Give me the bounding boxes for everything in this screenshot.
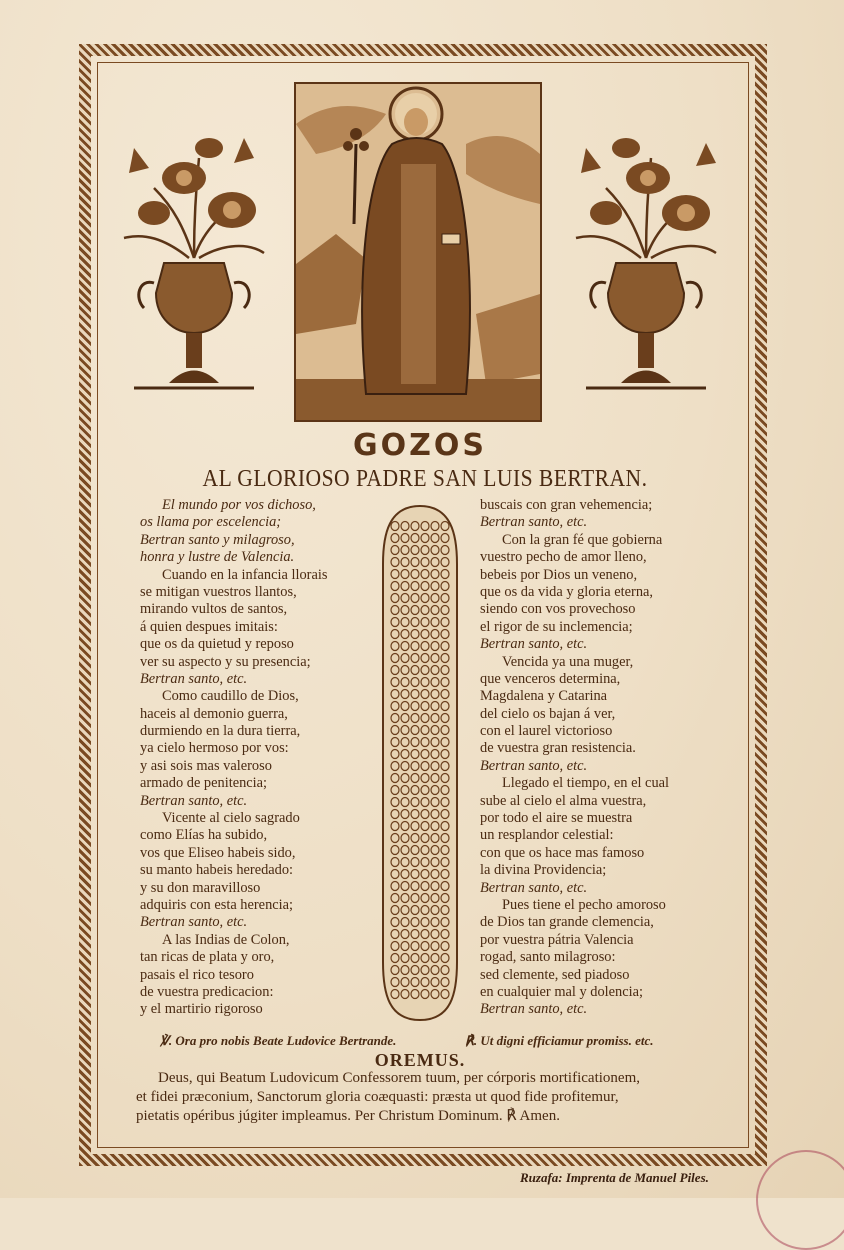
verse-line: buscais con gran vehemencia;	[480, 497, 653, 513]
verse-line: rogad, santo milagroso:	[480, 949, 616, 966]
page-subtitle: AL GLORIOSO PADRE SAN LUIS BERTRAN.	[202, 466, 648, 492]
verse-line: que venceros determina,	[480, 670, 621, 687]
verse-line: Como caudillo de Dios,	[162, 688, 299, 705]
verse-line: á quien despues imitais:	[140, 618, 278, 635]
verse-line: Bertran santo, etc.	[480, 514, 588, 531]
verse-line: Bertran santo y milagroso,	[140, 531, 295, 548]
verse-line: la divina Providencia;	[480, 862, 607, 879]
verse-line: ver su aspecto y su presencia;	[140, 653, 311, 670]
verses-right-column	[480, 497, 730, 1019]
verse-line: os llama por escelencia;	[140, 514, 282, 531]
verse-line: y su don maravilloso	[140, 879, 261, 896]
verse-line: de Dios tan grande clemencia,	[480, 914, 654, 931]
verse-line: siendo con vos provechoso	[480, 601, 636, 618]
verse-line: como Elías ha subido,	[140, 827, 268, 844]
verse-line: Bertran santo, etc.	[480, 879, 588, 896]
prayer-line: pietatis opéribus júgiter impleamus. Per Christum Dominum. ℟ Amen.	[136, 1108, 560, 1124]
verse-line: Bertran santo, etc.	[140, 792, 248, 809]
verses-left-column	[140, 497, 390, 1019]
verse-line: Bertran santo, etc.	[480, 757, 588, 774]
library-stamp	[756, 1150, 844, 1250]
prayer-line: et fidei præconium, Sanctorum gloria coæquasti: præsta ut quod fide profitemur,	[136, 1089, 619, 1105]
verse-line: mirando vultos de santos,	[140, 601, 288, 618]
verse-line: haceis al demonio guerra,	[140, 705, 288, 722]
verse-line: tan ricas de plata y oro,	[140, 949, 275, 966]
prayer-text	[136, 1069, 716, 1126]
verse-line: ya cielo hermoso por vos:	[140, 740, 289, 757]
verse-line: que os da vida y gloria eterna,	[480, 583, 654, 600]
flower-vase-right-illustration	[566, 118, 726, 404]
oremus-heading: OREMUS.	[374, 1050, 466, 1070]
printer-imprint: Ruzafa: Imprenta de Manuel Piles.	[520, 1170, 709, 1185]
verse-line: sed clemente, sed piadoso	[480, 966, 630, 983]
verse-line: Bertran santo, etc.	[140, 914, 248, 931]
saint-woodcut-image	[294, 82, 542, 422]
flower-vase-left-illustration	[114, 118, 274, 404]
verse-line: de vuestra gran resistencia.	[480, 740, 636, 757]
verse-line: Magdalena y Catarina	[480, 688, 608, 705]
versicle-text: ℣. Ora pro nobis Beate Ludovice Bertrande.	[160, 1033, 397, 1048]
page-title: GOZOS	[353, 428, 487, 463]
verse-line: A las Indias de Colon,	[162, 931, 290, 948]
verse-line: durmiendo en la dura tierra,	[140, 723, 301, 740]
prayer-line: Deus, qui Beatum Ludovicum Confessorem tuum, per córporis mortificationem,	[158, 1070, 640, 1086]
verse-line: Vencida ya una muger,	[502, 653, 634, 670]
verse-line: y el martirio rigoroso	[140, 1001, 263, 1018]
verse-line: un resplandor celestial:	[480, 827, 614, 844]
verse-line: adquiris con esta herencia;	[140, 896, 294, 913]
verse-line: por todo el aire se muestra	[480, 810, 633, 827]
verse-line: el rigor de su inclemencia;	[480, 618, 633, 635]
verse-line: Pues tiene el pecho amoroso	[502, 896, 666, 913]
central-ornament	[381, 504, 459, 1022]
verse-line: Cuando en la infancia llorais	[162, 566, 328, 583]
verse-line: vuestro pecho de amor lleno,	[480, 549, 647, 566]
response-text: ℟. Ut digni efficiamur promiss. etc.	[465, 1033, 654, 1048]
verse-line: pasais el rico tesoro	[140, 966, 254, 983]
verse-line: su manto habeis heredado:	[140, 862, 294, 879]
verse-line: que os da quietud y reposo	[140, 636, 294, 653]
verse-line: vos que Eliseo habeis sido,	[140, 844, 296, 861]
verse-line: con que os hace mas famoso	[480, 844, 645, 861]
verse-line: Bertran santo, etc.	[480, 1001, 588, 1018]
verse-line: se mitigan vuestros llantos,	[140, 583, 297, 600]
verse-line: Bertran santo, etc.	[140, 670, 248, 687]
verse-line: Vicente al cielo sagrado	[162, 810, 300, 827]
verse-line: Con la gran fé que gobierna	[502, 531, 663, 548]
verse-line: Bertran santo, etc.	[480, 636, 588, 653]
verse-line: del cielo os bajan á ver,	[480, 705, 616, 722]
verse-line: armado de penitencia;	[140, 775, 268, 792]
verse-line: Llegado el tiempo, en el cual	[502, 775, 670, 792]
verse-line: El mundo por vos dichoso,	[162, 497, 316, 513]
verse-line: honra y lustre de Valencia.	[140, 549, 295, 566]
verse-line: con el laurel victorioso	[480, 723, 613, 740]
verse-line: de vuestra predicacion:	[140, 983, 274, 1000]
verse-line: por vuestra pátria Valencia	[480, 931, 634, 948]
verse-line: bebeis por Dios un veneno,	[480, 566, 638, 583]
verse-line: y asi sois mas valeroso	[140, 757, 272, 774]
verse-line: en cualquier mal y dolencia;	[480, 983, 644, 1000]
verse-line: sube al cielo el alma vuestra,	[480, 792, 647, 809]
